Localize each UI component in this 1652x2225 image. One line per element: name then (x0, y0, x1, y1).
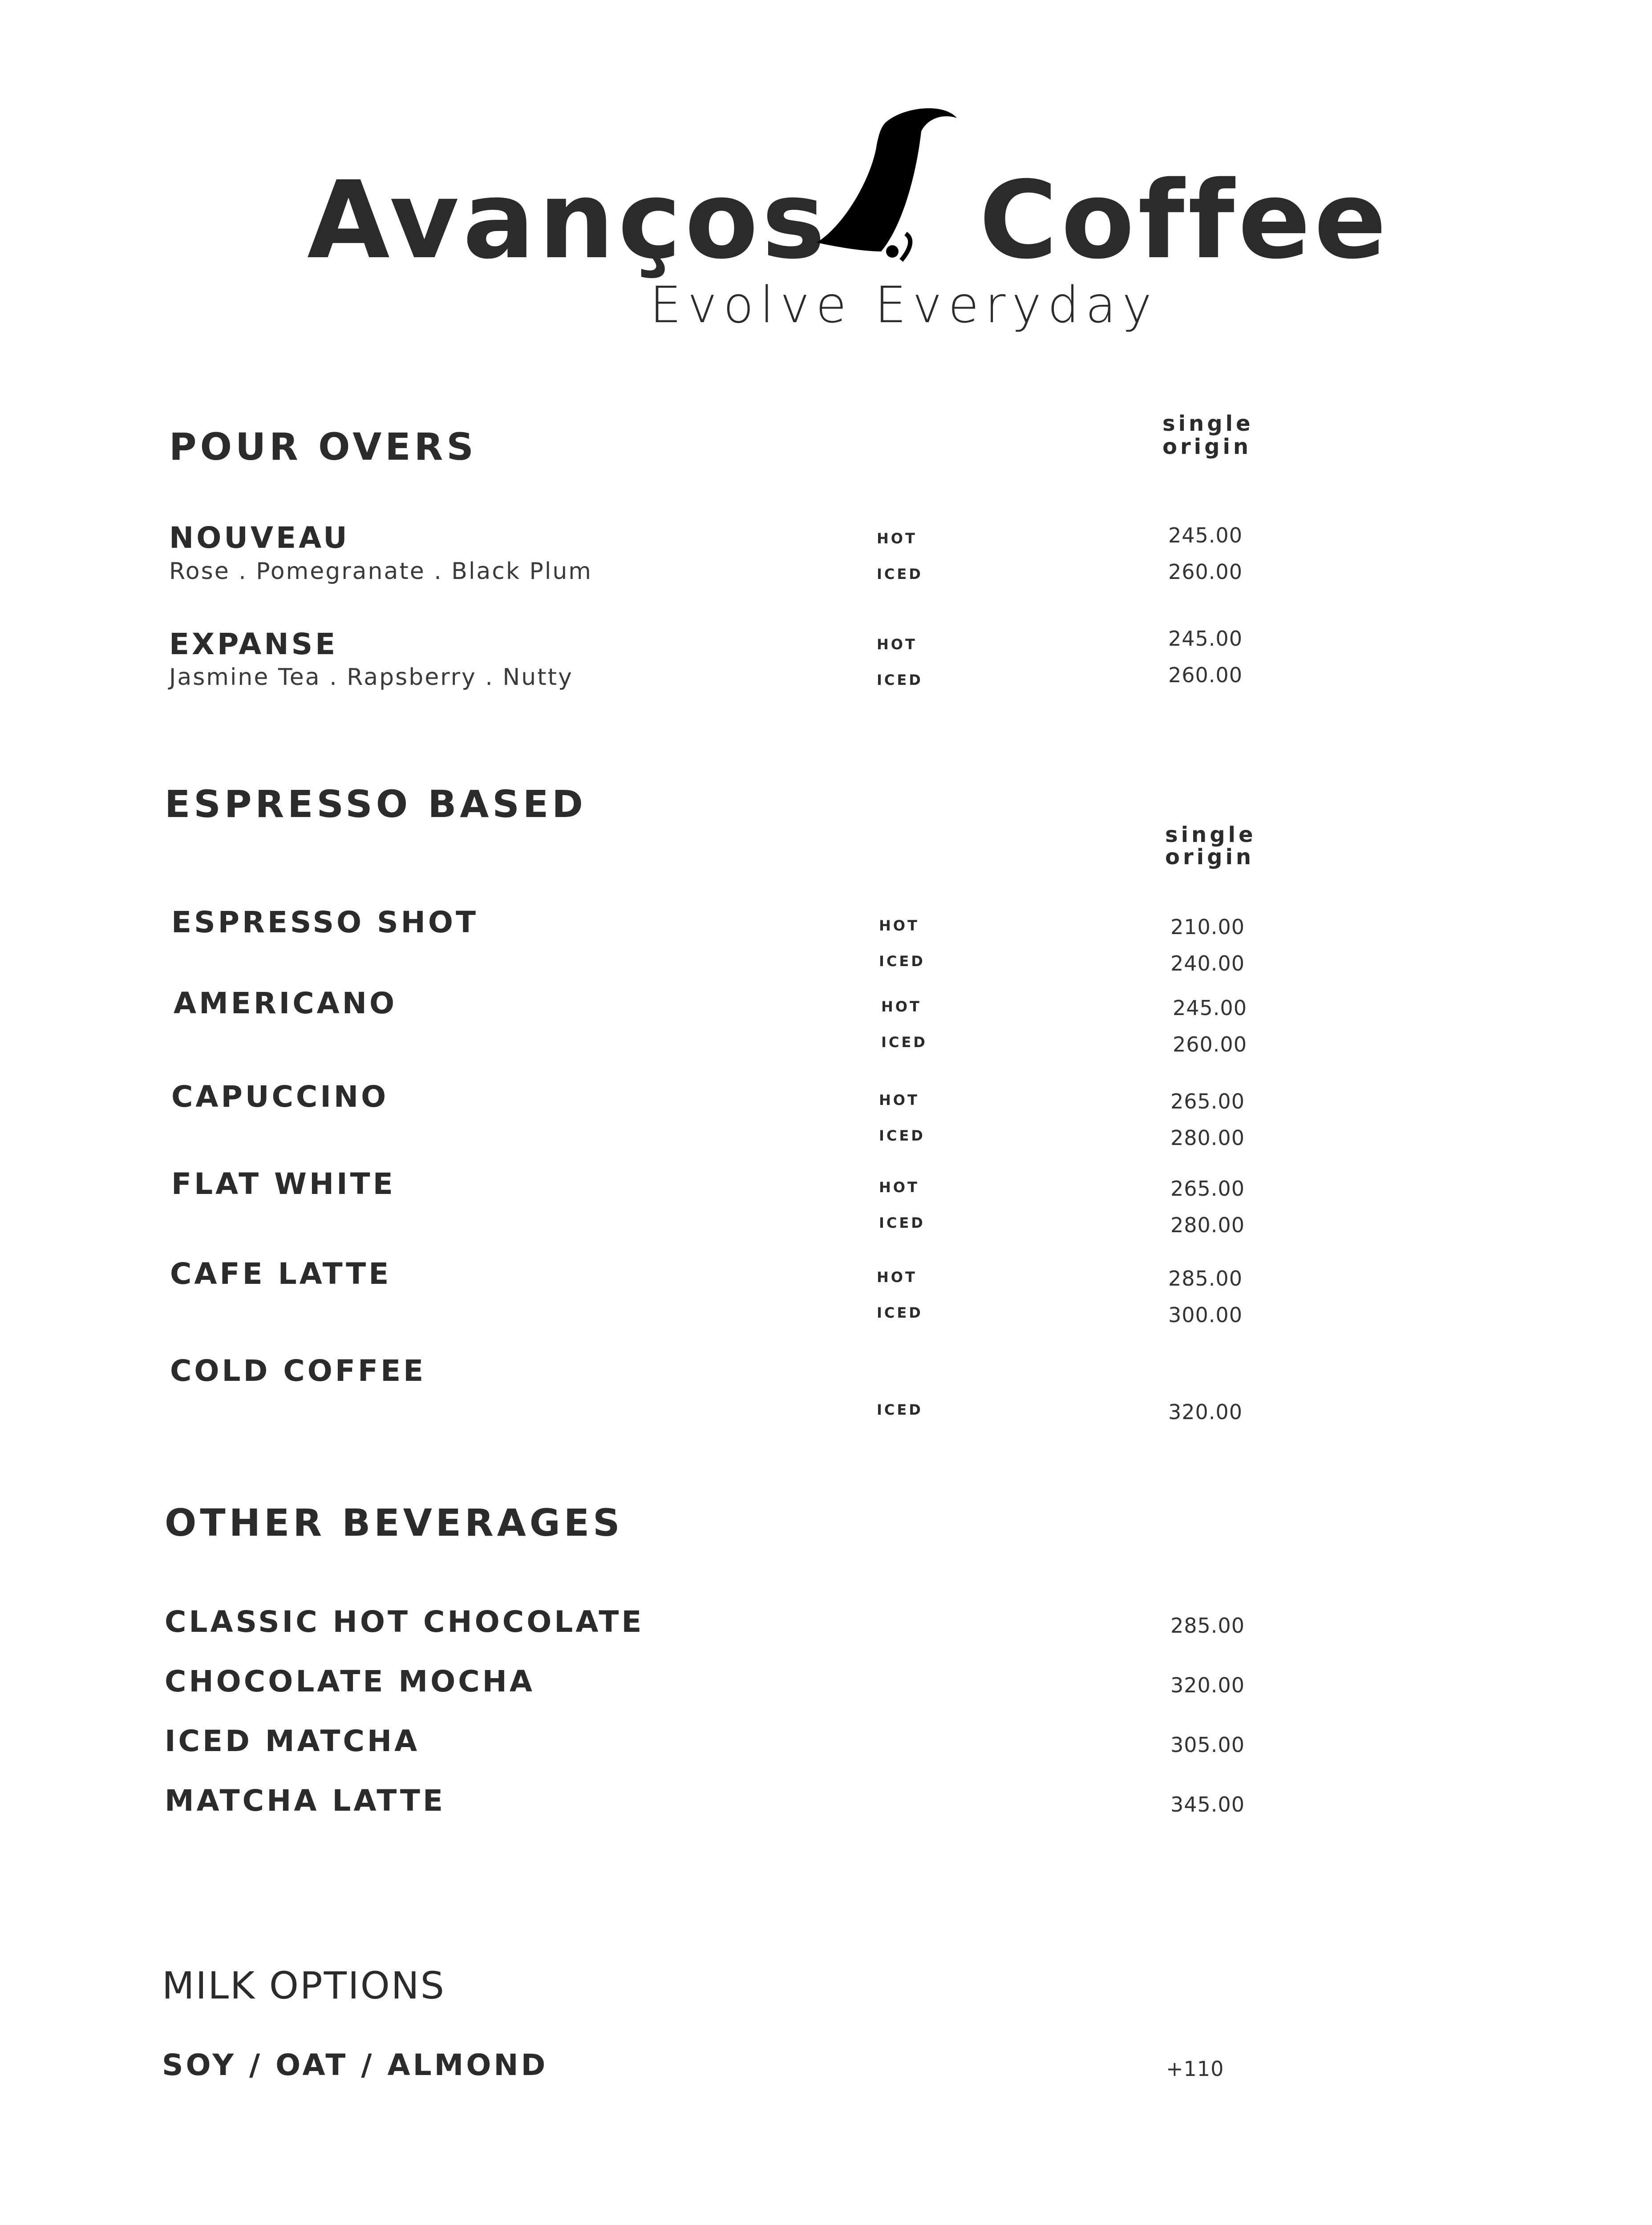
item-name: CAFE LATTE (170, 1257, 392, 1291)
section-title-espresso-based: ESPRESSO BASED (165, 782, 587, 826)
variant-hot: HOT (879, 1092, 919, 1108)
item-name: CLASSIC HOT CHOCOLATE (165, 1605, 644, 1639)
brand-name-right: Coffee (979, 158, 1390, 283)
price-hot: 245.00 (1168, 627, 1243, 651)
price: 320.00 (1170, 1673, 1245, 1697)
variant-hot: HOT (879, 917, 919, 934)
variant-iced: ICED (877, 672, 923, 688)
variant-hot: HOT (877, 636, 917, 653)
variant-iced: ICED (877, 1401, 923, 1418)
item-name: AMERICANO (174, 986, 397, 1020)
column-header-origin: origin (1162, 434, 1252, 459)
price-iced: 280.00 (1170, 1126, 1245, 1150)
price-iced: 240.00 (1170, 951, 1245, 975)
price: 305.00 (1170, 1733, 1245, 1757)
price-hot: 245.00 (1168, 523, 1243, 547)
item-notes: Rose . Pomegranate . Black Plum (169, 558, 592, 585)
price: 345.00 (1170, 1792, 1245, 1816)
item-name: ICED MATCHA (165, 1724, 420, 1758)
variant-hot: HOT (879, 1179, 919, 1196)
variant-iced: ICED (881, 1034, 927, 1051)
tagline: Evolve Everyday (650, 276, 1158, 334)
item-name: EXPANSE (169, 627, 338, 661)
variant-iced: ICED (877, 566, 923, 583)
item-name: CHOCOLATE MOCHA (165, 1664, 535, 1699)
price-iced: 280.00 (1170, 1213, 1245, 1237)
section-title-pour-overs: POUR OVERS (169, 425, 477, 469)
variant-hot: HOT (881, 998, 922, 1015)
item-name: MATCHA LATTE (165, 1784, 446, 1818)
variant-iced: ICED (879, 1214, 925, 1231)
item-name: CAPUCCINO (171, 1080, 389, 1114)
variant-hot: HOT (877, 1269, 917, 1286)
column-header-single: single (1162, 411, 1254, 436)
price-hot: 265.00 (1170, 1177, 1245, 1201)
price-iced: 300.00 (1168, 1303, 1243, 1327)
price: +110 (1166, 2057, 1224, 2081)
item-name: ESPRESSO SHOT (171, 905, 478, 939)
variant-iced: ICED (877, 1304, 923, 1321)
price-iced: 320.00 (1168, 1400, 1243, 1424)
price: 285.00 (1170, 1614, 1245, 1638)
price-hot: 245.00 (1173, 996, 1247, 1020)
column-header-origin: origin (1165, 845, 1255, 870)
section-title-milk-options: MILK OPTIONS (162, 1964, 445, 2007)
variant-iced: ICED (879, 953, 925, 970)
variant-hot: HOT (877, 530, 917, 547)
item-name: FLAT WHITE (171, 1167, 396, 1201)
column-header-single: single (1165, 822, 1256, 847)
price-iced: 260.00 (1168, 663, 1243, 687)
brand-name-left: Avanços (307, 158, 829, 283)
item-name: SOY / OAT / ALMOND (162, 2048, 548, 2082)
item-name: NOUVEAU (169, 521, 350, 555)
price-hot: 285.00 (1168, 1266, 1243, 1290)
bird-logo-icon (810, 105, 970, 265)
price-iced: 260.00 (1168, 560, 1243, 584)
price-hot: 210.00 (1170, 915, 1245, 939)
price-iced: 260.00 (1173, 1032, 1247, 1056)
variant-iced: ICED (879, 1127, 925, 1144)
item-notes: Jasmine Tea . Rapsberry . Nutty (169, 664, 573, 691)
section-title-other-beverages: OTHER BEVERAGES (165, 1501, 624, 1545)
price-hot: 265.00 (1170, 1089, 1245, 1113)
item-name: COLD COFFEE (170, 1354, 426, 1388)
